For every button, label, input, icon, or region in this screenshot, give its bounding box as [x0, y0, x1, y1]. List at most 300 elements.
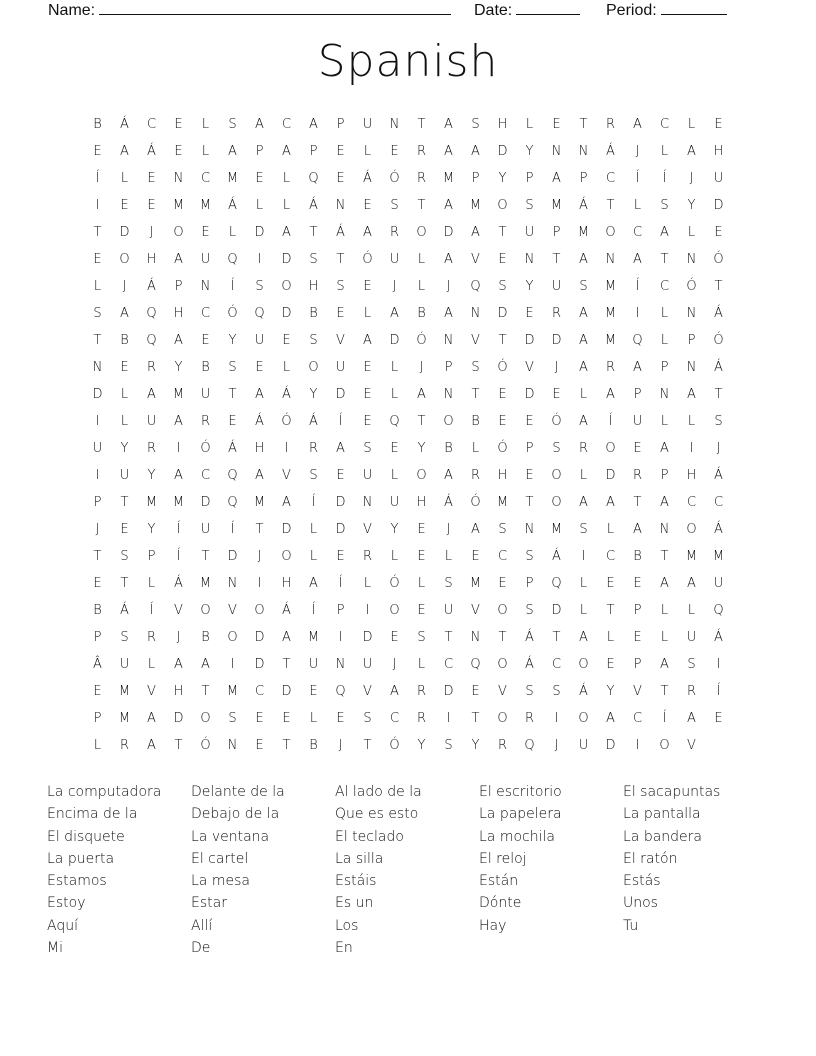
grid-letter[interactable]: U: [713, 171, 724, 186]
grid-letter[interactable]: E: [525, 306, 534, 321]
grid-letter[interactable]: J: [338, 738, 343, 753]
grid-letter[interactable]: A: [687, 576, 696, 591]
grid-letter[interactable]: A: [363, 333, 372, 348]
grid-letter[interactable]: E: [93, 252, 102, 267]
grid-letter[interactable]: M: [604, 306, 617, 321]
grid-letter[interactable]: Í: [716, 684, 721, 699]
grid-letter[interactable]: A: [633, 117, 642, 132]
grid-letter[interactable]: A: [147, 738, 156, 753]
grid-letter[interactable]: J: [554, 360, 559, 375]
grid-letter[interactable]: O: [254, 603, 265, 618]
grid-letter[interactable]: Í: [230, 279, 235, 294]
grid-letter[interactable]: E: [525, 468, 534, 483]
grid-letter[interactable]: Ó: [551, 414, 562, 429]
grid-letter[interactable]: Y: [498, 171, 507, 186]
grid-letter[interactable]: S: [471, 117, 480, 132]
grid-letter[interactable]: E: [336, 171, 345, 186]
grid-letter[interactable]: T: [552, 630, 561, 645]
grid-letter[interactable]: A: [471, 144, 480, 159]
grid-letter[interactable]: A: [579, 333, 588, 348]
grid-letter[interactable]: E: [471, 549, 480, 564]
grid-letter[interactable]: U: [713, 576, 724, 591]
grid-letter[interactable]: Y: [417, 441, 426, 456]
grid-letter[interactable]: O: [281, 549, 292, 564]
grid-letter[interactable]: E: [336, 144, 345, 159]
grid-letter[interactable]: S: [309, 333, 318, 348]
grid-letter[interactable]: C: [200, 468, 211, 483]
grid-letter[interactable]: E: [363, 360, 372, 375]
grid-letter[interactable]: O: [281, 279, 292, 294]
grid-letter[interactable]: S: [579, 279, 588, 294]
grid-letter[interactable]: R: [200, 414, 211, 429]
grid-letter[interactable]: A: [201, 657, 210, 672]
grid-letter[interactable]: A: [633, 360, 642, 375]
grid-letter[interactable]: A: [579, 360, 588, 375]
grid-letter[interactable]: B: [201, 630, 210, 645]
grid-letter[interactable]: A: [174, 657, 183, 672]
grid-letter[interactable]: Á: [714, 306, 723, 321]
grid-letter[interactable]: C: [605, 171, 616, 186]
grid-letter[interactable]: U: [362, 117, 373, 132]
grid-letter[interactable]: L: [444, 549, 453, 564]
grid-letter[interactable]: O: [659, 738, 670, 753]
grid-letter[interactable]: C: [659, 279, 670, 294]
grid-letter[interactable]: E: [228, 414, 237, 429]
grid-letter[interactable]: M: [469, 576, 482, 591]
grid-letter[interactable]: Í: [311, 603, 316, 618]
grid-letter[interactable]: L: [363, 306, 372, 321]
grid-letter[interactable]: T: [606, 603, 615, 618]
grid-letter[interactable]: Í: [608, 414, 613, 429]
grid-letter[interactable]: Á: [714, 360, 723, 375]
grid-letter[interactable]: L: [579, 387, 588, 402]
grid-letter[interactable]: A: [579, 306, 588, 321]
grid-letter[interactable]: R: [632, 468, 643, 483]
grid-letter[interactable]: A: [444, 252, 453, 267]
grid-letter[interactable]: M: [199, 576, 212, 591]
grid-letter[interactable]: E: [633, 576, 642, 591]
grid-letter[interactable]: S: [525, 549, 534, 564]
grid-letter[interactable]: D: [389, 333, 400, 348]
grid-letter[interactable]: C: [551, 657, 562, 672]
grid-letter[interactable]: V: [525, 360, 534, 375]
grid-letter[interactable]: R: [578, 441, 589, 456]
grid-letter[interactable]: O: [443, 414, 454, 429]
grid-letter[interactable]: L: [471, 441, 480, 456]
grid-letter[interactable]: M: [550, 198, 563, 213]
grid-letter[interactable]: U: [308, 657, 319, 672]
grid-letter[interactable]: S: [579, 522, 588, 537]
grid-letter[interactable]: J: [419, 360, 424, 375]
grid-letter[interactable]: Q: [632, 333, 643, 348]
grid-letter[interactable]: R: [119, 738, 130, 753]
grid-letter[interactable]: S: [525, 684, 534, 699]
grid-letter[interactable]: V: [336, 333, 345, 348]
grid-letter[interactable]: A: [687, 387, 696, 402]
grid-letter[interactable]: S: [687, 657, 696, 672]
grid-letter[interactable]: V: [363, 522, 372, 537]
grid-letter[interactable]: D: [551, 603, 562, 618]
grid-letter[interactable]: L: [390, 468, 399, 483]
grid-letter[interactable]: I: [176, 441, 181, 456]
grid-letter[interactable]: S: [714, 414, 723, 429]
grid-letter[interactable]: Q: [227, 468, 238, 483]
grid-letter[interactable]: Á: [525, 630, 534, 645]
grid-letter[interactable]: E: [417, 549, 426, 564]
grid-letter[interactable]: Á: [282, 387, 291, 402]
grid-letter[interactable]: P: [579, 171, 588, 186]
grid-letter[interactable]: N: [173, 171, 184, 186]
grid-letter[interactable]: S: [498, 279, 507, 294]
grid-letter[interactable]: O: [686, 522, 697, 537]
grid-letter[interactable]: S: [120, 549, 129, 564]
grid-letter[interactable]: S: [444, 738, 453, 753]
grid-letter[interactable]: T: [201, 684, 210, 699]
period-blank-line[interactable]: [661, 0, 727, 15]
grid-letter[interactable]: S: [255, 279, 264, 294]
grid-letter[interactable]: E: [282, 333, 291, 348]
grid-letter[interactable]: L: [201, 144, 210, 159]
grid-letter[interactable]: A: [579, 495, 588, 510]
grid-letter[interactable]: D: [281, 252, 292, 267]
grid-letter[interactable]: Ó: [416, 333, 427, 348]
grid-letter[interactable]: A: [660, 495, 669, 510]
grid-letter[interactable]: H: [173, 684, 184, 699]
grid-letter[interactable]: S: [444, 576, 453, 591]
period-field[interactable]: [606, 0, 727, 20]
grid-letter[interactable]: E: [93, 144, 102, 159]
grid-letter[interactable]: Á: [336, 225, 345, 240]
grid-letter[interactable]: R: [605, 360, 616, 375]
grid-letter[interactable]: B: [93, 117, 102, 132]
grid-letter[interactable]: Á: [363, 171, 372, 186]
grid-letter[interactable]: Á: [714, 468, 723, 483]
grid-letter[interactable]: R: [416, 684, 427, 699]
grid-letter[interactable]: E: [120, 360, 129, 375]
grid-letter[interactable]: A: [444, 198, 453, 213]
grid-letter[interactable]: D: [281, 522, 292, 537]
grid-letter[interactable]: E: [174, 117, 183, 132]
grid-letter[interactable]: Á: [228, 441, 237, 456]
grid-letter[interactable]: A: [282, 144, 291, 159]
grid-letter[interactable]: A: [633, 252, 642, 267]
grid-letter[interactable]: E: [390, 441, 399, 456]
grid-letter[interactable]: B: [120, 333, 129, 348]
grid-letter[interactable]: Q: [146, 333, 157, 348]
grid-letter[interactable]: B: [633, 549, 642, 564]
grid-letter[interactable]: S: [228, 711, 237, 726]
grid-letter[interactable]: M: [118, 684, 131, 699]
grid-letter[interactable]: E: [363, 387, 372, 402]
grid-letter[interactable]: P: [633, 657, 642, 672]
grid-letter[interactable]: M: [469, 198, 482, 213]
grid-letter[interactable]: P: [336, 603, 345, 618]
grid-letter[interactable]: Á: [525, 657, 534, 672]
grid-letter[interactable]: D: [524, 387, 535, 402]
grid-letter[interactable]: V: [363, 684, 372, 699]
grid-letter[interactable]: N: [443, 333, 454, 348]
grid-letter[interactable]: O: [551, 495, 562, 510]
grid-letter[interactable]: R: [146, 630, 157, 645]
grid-letter[interactable]: N: [686, 306, 697, 321]
grid-letter[interactable]: Á: [606, 144, 615, 159]
grid-letter[interactable]: Y: [147, 468, 156, 483]
grid-letter[interactable]: E: [93, 576, 102, 591]
grid-letter[interactable]: E: [498, 576, 507, 591]
grid-letter[interactable]: A: [309, 117, 318, 132]
grid-letter[interactable]: S: [525, 198, 534, 213]
grid-letter[interactable]: E: [552, 117, 561, 132]
grid-letter[interactable]: T: [579, 117, 588, 132]
grid-letter[interactable]: I: [95, 198, 100, 213]
grid-letter[interactable]: A: [390, 684, 399, 699]
name-field[interactable]: [48, 0, 451, 20]
grid-letter[interactable]: M: [712, 549, 725, 564]
grid-letter[interactable]: M: [172, 495, 185, 510]
grid-letter[interactable]: A: [147, 387, 156, 402]
grid-letter[interactable]: E: [174, 144, 183, 159]
grid-letter[interactable]: I: [230, 657, 235, 672]
grid-letter[interactable]: L: [660, 603, 669, 618]
grid-letter[interactable]: Í: [338, 414, 343, 429]
grid-letter[interactable]: O: [200, 603, 211, 618]
grid-letter[interactable]: T: [417, 198, 426, 213]
grid-letter[interactable]: I: [689, 441, 694, 456]
grid-letter[interactable]: R: [416, 144, 427, 159]
grid-letter[interactable]: R: [389, 225, 400, 240]
grid-letter[interactable]: N: [686, 252, 697, 267]
grid-letter[interactable]: Á: [309, 198, 318, 213]
grid-letter[interactable]: N: [443, 387, 454, 402]
grid-letter[interactable]: C: [713, 495, 724, 510]
grid-letter[interactable]: D: [254, 630, 265, 645]
grid-letter[interactable]: A: [660, 576, 669, 591]
grid-letter[interactable]: A: [255, 387, 264, 402]
grid-letter[interactable]: C: [632, 711, 643, 726]
grid-letter[interactable]: J: [95, 522, 100, 537]
grid-letter[interactable]: L: [201, 117, 210, 132]
grid-letter[interactable]: O: [497, 711, 508, 726]
grid-letter[interactable]: N: [551, 144, 562, 159]
grid-letter[interactable]: T: [282, 657, 291, 672]
grid-letter[interactable]: J: [446, 522, 451, 537]
grid-letter[interactable]: U: [335, 360, 346, 375]
grid-letter[interactable]: C: [443, 657, 454, 672]
grid-letter[interactable]: E: [336, 468, 345, 483]
grid-letter[interactable]: U: [578, 738, 589, 753]
grid-letter[interactable]: D: [362, 630, 373, 645]
grid-letter[interactable]: I: [95, 414, 100, 429]
grid-letter[interactable]: E: [714, 711, 723, 726]
grid-letter[interactable]: T: [363, 738, 372, 753]
grid-letter[interactable]: D: [281, 306, 292, 321]
grid-letter[interactable]: U: [254, 333, 265, 348]
grid-letter[interactable]: U: [200, 522, 211, 537]
grid-letter[interactable]: D: [173, 711, 184, 726]
grid-letter[interactable]: Á: [120, 603, 129, 618]
grid-letter[interactable]: E: [525, 414, 534, 429]
grid-letter[interactable]: H: [308, 279, 319, 294]
grid-letter[interactable]: J: [257, 549, 262, 564]
grid-letter[interactable]: N: [659, 387, 670, 402]
grid-letter[interactable]: A: [282, 225, 291, 240]
grid-letter[interactable]: Q: [227, 495, 238, 510]
grid-letter[interactable]: U: [200, 387, 211, 402]
grid-letter[interactable]: L: [363, 576, 372, 591]
grid-letter[interactable]: L: [417, 657, 426, 672]
grid-letter[interactable]: L: [606, 630, 615, 645]
grid-letter[interactable]: A: [174, 252, 183, 267]
grid-letter[interactable]: Y: [525, 144, 534, 159]
grid-letter[interactable]: E: [93, 684, 102, 699]
grid-letter[interactable]: C: [281, 117, 292, 132]
grid-letter[interactable]: Ó: [713, 252, 724, 267]
grid-letter[interactable]: A: [363, 225, 372, 240]
grid-letter[interactable]: N: [92, 360, 103, 375]
grid-letter[interactable]: S: [336, 279, 345, 294]
grid-letter[interactable]: N: [389, 117, 400, 132]
grid-letter[interactable]: N: [659, 522, 670, 537]
grid-letter[interactable]: T: [552, 252, 561, 267]
grid-letter[interactable]: V: [471, 333, 480, 348]
grid-letter[interactable]: A: [309, 576, 318, 591]
grid-letter[interactable]: M: [253, 495, 266, 510]
grid-letter[interactable]: Y: [606, 684, 615, 699]
grid-letter[interactable]: C: [200, 171, 211, 186]
grid-letter[interactable]: J: [149, 225, 154, 240]
grid-letter[interactable]: L: [120, 171, 129, 186]
grid-letter[interactable]: I: [716, 657, 721, 672]
grid-letter[interactable]: B: [201, 360, 210, 375]
grid-letter[interactable]: L: [579, 468, 588, 483]
grid-letter[interactable]: B: [471, 414, 480, 429]
grid-letter[interactable]: O: [416, 225, 427, 240]
grid-letter[interactable]: C: [146, 117, 157, 132]
grid-letter[interactable]: O: [119, 252, 130, 267]
grid-letter[interactable]: S: [120, 630, 129, 645]
grid-letter[interactable]: D: [605, 468, 616, 483]
grid-letter[interactable]: L: [417, 576, 426, 591]
grid-letter[interactable]: C: [686, 495, 697, 510]
grid-letter[interactable]: Ó: [470, 495, 481, 510]
grid-letter[interactable]: M: [226, 684, 239, 699]
grid-letter[interactable]: P: [255, 144, 264, 159]
grid-letter[interactable]: H: [713, 144, 724, 159]
grid-letter[interactable]: A: [633, 522, 642, 537]
grid-letter[interactable]: D: [119, 225, 130, 240]
grid-letter[interactable]: M: [550, 522, 563, 537]
grid-letter[interactable]: H: [281, 576, 292, 591]
grid-letter[interactable]: P: [552, 225, 561, 240]
grid-letter[interactable]: M: [577, 225, 590, 240]
grid-letter[interactable]: E: [255, 711, 264, 726]
grid-letter[interactable]: B: [309, 306, 318, 321]
grid-letter[interactable]: O: [389, 603, 400, 618]
grid-letter[interactable]: A: [255, 468, 264, 483]
grid-letter[interactable]: N: [470, 630, 481, 645]
grid-letter[interactable]: A: [174, 468, 183, 483]
grid-letter[interactable]: M: [604, 279, 617, 294]
grid-letter[interactable]: E: [363, 198, 372, 213]
grid-letter[interactable]: P: [147, 549, 156, 564]
grid-letter[interactable]: C: [632, 225, 643, 240]
grid-letter[interactable]: N: [227, 738, 238, 753]
grid-letter[interactable]: L: [687, 414, 696, 429]
grid-letter[interactable]: L: [633, 198, 642, 213]
grid-letter[interactable]: A: [444, 117, 453, 132]
grid-letter[interactable]: Á: [714, 522, 723, 537]
grid-letter[interactable]: D: [200, 495, 211, 510]
grid-letter[interactable]: I: [338, 630, 343, 645]
grid-letter[interactable]: I: [635, 738, 640, 753]
grid-letter[interactable]: L: [363, 144, 372, 159]
grid-letter[interactable]: Í: [662, 711, 667, 726]
grid-letter[interactable]: L: [579, 603, 588, 618]
grid-letter[interactable]: L: [282, 171, 291, 186]
grid-letter[interactable]: E: [498, 414, 507, 429]
grid-letter[interactable]: Ó: [389, 171, 400, 186]
grid-letter[interactable]: L: [120, 387, 129, 402]
grid-letter[interactable]: R: [605, 117, 616, 132]
grid-letter[interactable]: Â: [93, 657, 102, 672]
grid-letter[interactable]: I: [365, 603, 370, 618]
grid-letter[interactable]: L: [93, 279, 102, 294]
grid-letter[interactable]: E: [147, 198, 156, 213]
grid-letter[interactable]: Y: [174, 360, 183, 375]
grid-letter[interactable]: L: [660, 333, 669, 348]
grid-letter[interactable]: Q: [227, 252, 238, 267]
grid-letter[interactable]: D: [281, 684, 292, 699]
grid-letter[interactable]: E: [390, 144, 399, 159]
grid-letter[interactable]: N: [335, 657, 346, 672]
grid-letter[interactable]: Á: [579, 684, 588, 699]
grid-letter[interactable]: A: [606, 495, 615, 510]
grid-letter[interactable]: Í: [338, 576, 343, 591]
grid-letter[interactable]: T: [417, 117, 426, 132]
grid-letter[interactable]: Á: [147, 144, 156, 159]
grid-letter[interactable]: J: [392, 279, 397, 294]
grid-letter[interactable]: O: [605, 441, 616, 456]
grid-letter[interactable]: U: [362, 657, 373, 672]
grid-letter[interactable]: L: [309, 711, 318, 726]
grid-letter[interactable]: Á: [147, 279, 156, 294]
grid-letter[interactable]: T: [471, 711, 480, 726]
grid-letter[interactable]: H: [686, 468, 697, 483]
grid-letter[interactable]: A: [417, 387, 426, 402]
grid-letter[interactable]: A: [471, 225, 480, 240]
grid-letter[interactable]: Á: [714, 630, 723, 645]
grid-letter[interactable]: C: [389, 711, 400, 726]
grid-letter[interactable]: P: [525, 441, 534, 456]
grid-letter[interactable]: A: [579, 252, 588, 267]
grid-letter[interactable]: M: [172, 387, 185, 402]
grid-letter[interactable]: A: [660, 441, 669, 456]
grid-letter[interactable]: Y: [120, 441, 129, 456]
grid-letter[interactable]: E: [606, 657, 615, 672]
grid-letter[interactable]: I: [95, 468, 100, 483]
grid-letter[interactable]: S: [309, 252, 318, 267]
grid-letter[interactable]: P: [525, 576, 534, 591]
grid-letter[interactable]: E: [498, 387, 507, 402]
grid-letter[interactable]: V: [471, 252, 480, 267]
grid-letter[interactable]: Ó: [497, 441, 508, 456]
grid-letter[interactable]: I: [554, 711, 559, 726]
grid-letter[interactable]: S: [228, 360, 237, 375]
grid-letter[interactable]: L: [687, 117, 696, 132]
grid-letter[interactable]: A: [282, 630, 291, 645]
grid-letter[interactable]: T: [336, 252, 345, 267]
grid-letter[interactable]: P: [309, 144, 318, 159]
